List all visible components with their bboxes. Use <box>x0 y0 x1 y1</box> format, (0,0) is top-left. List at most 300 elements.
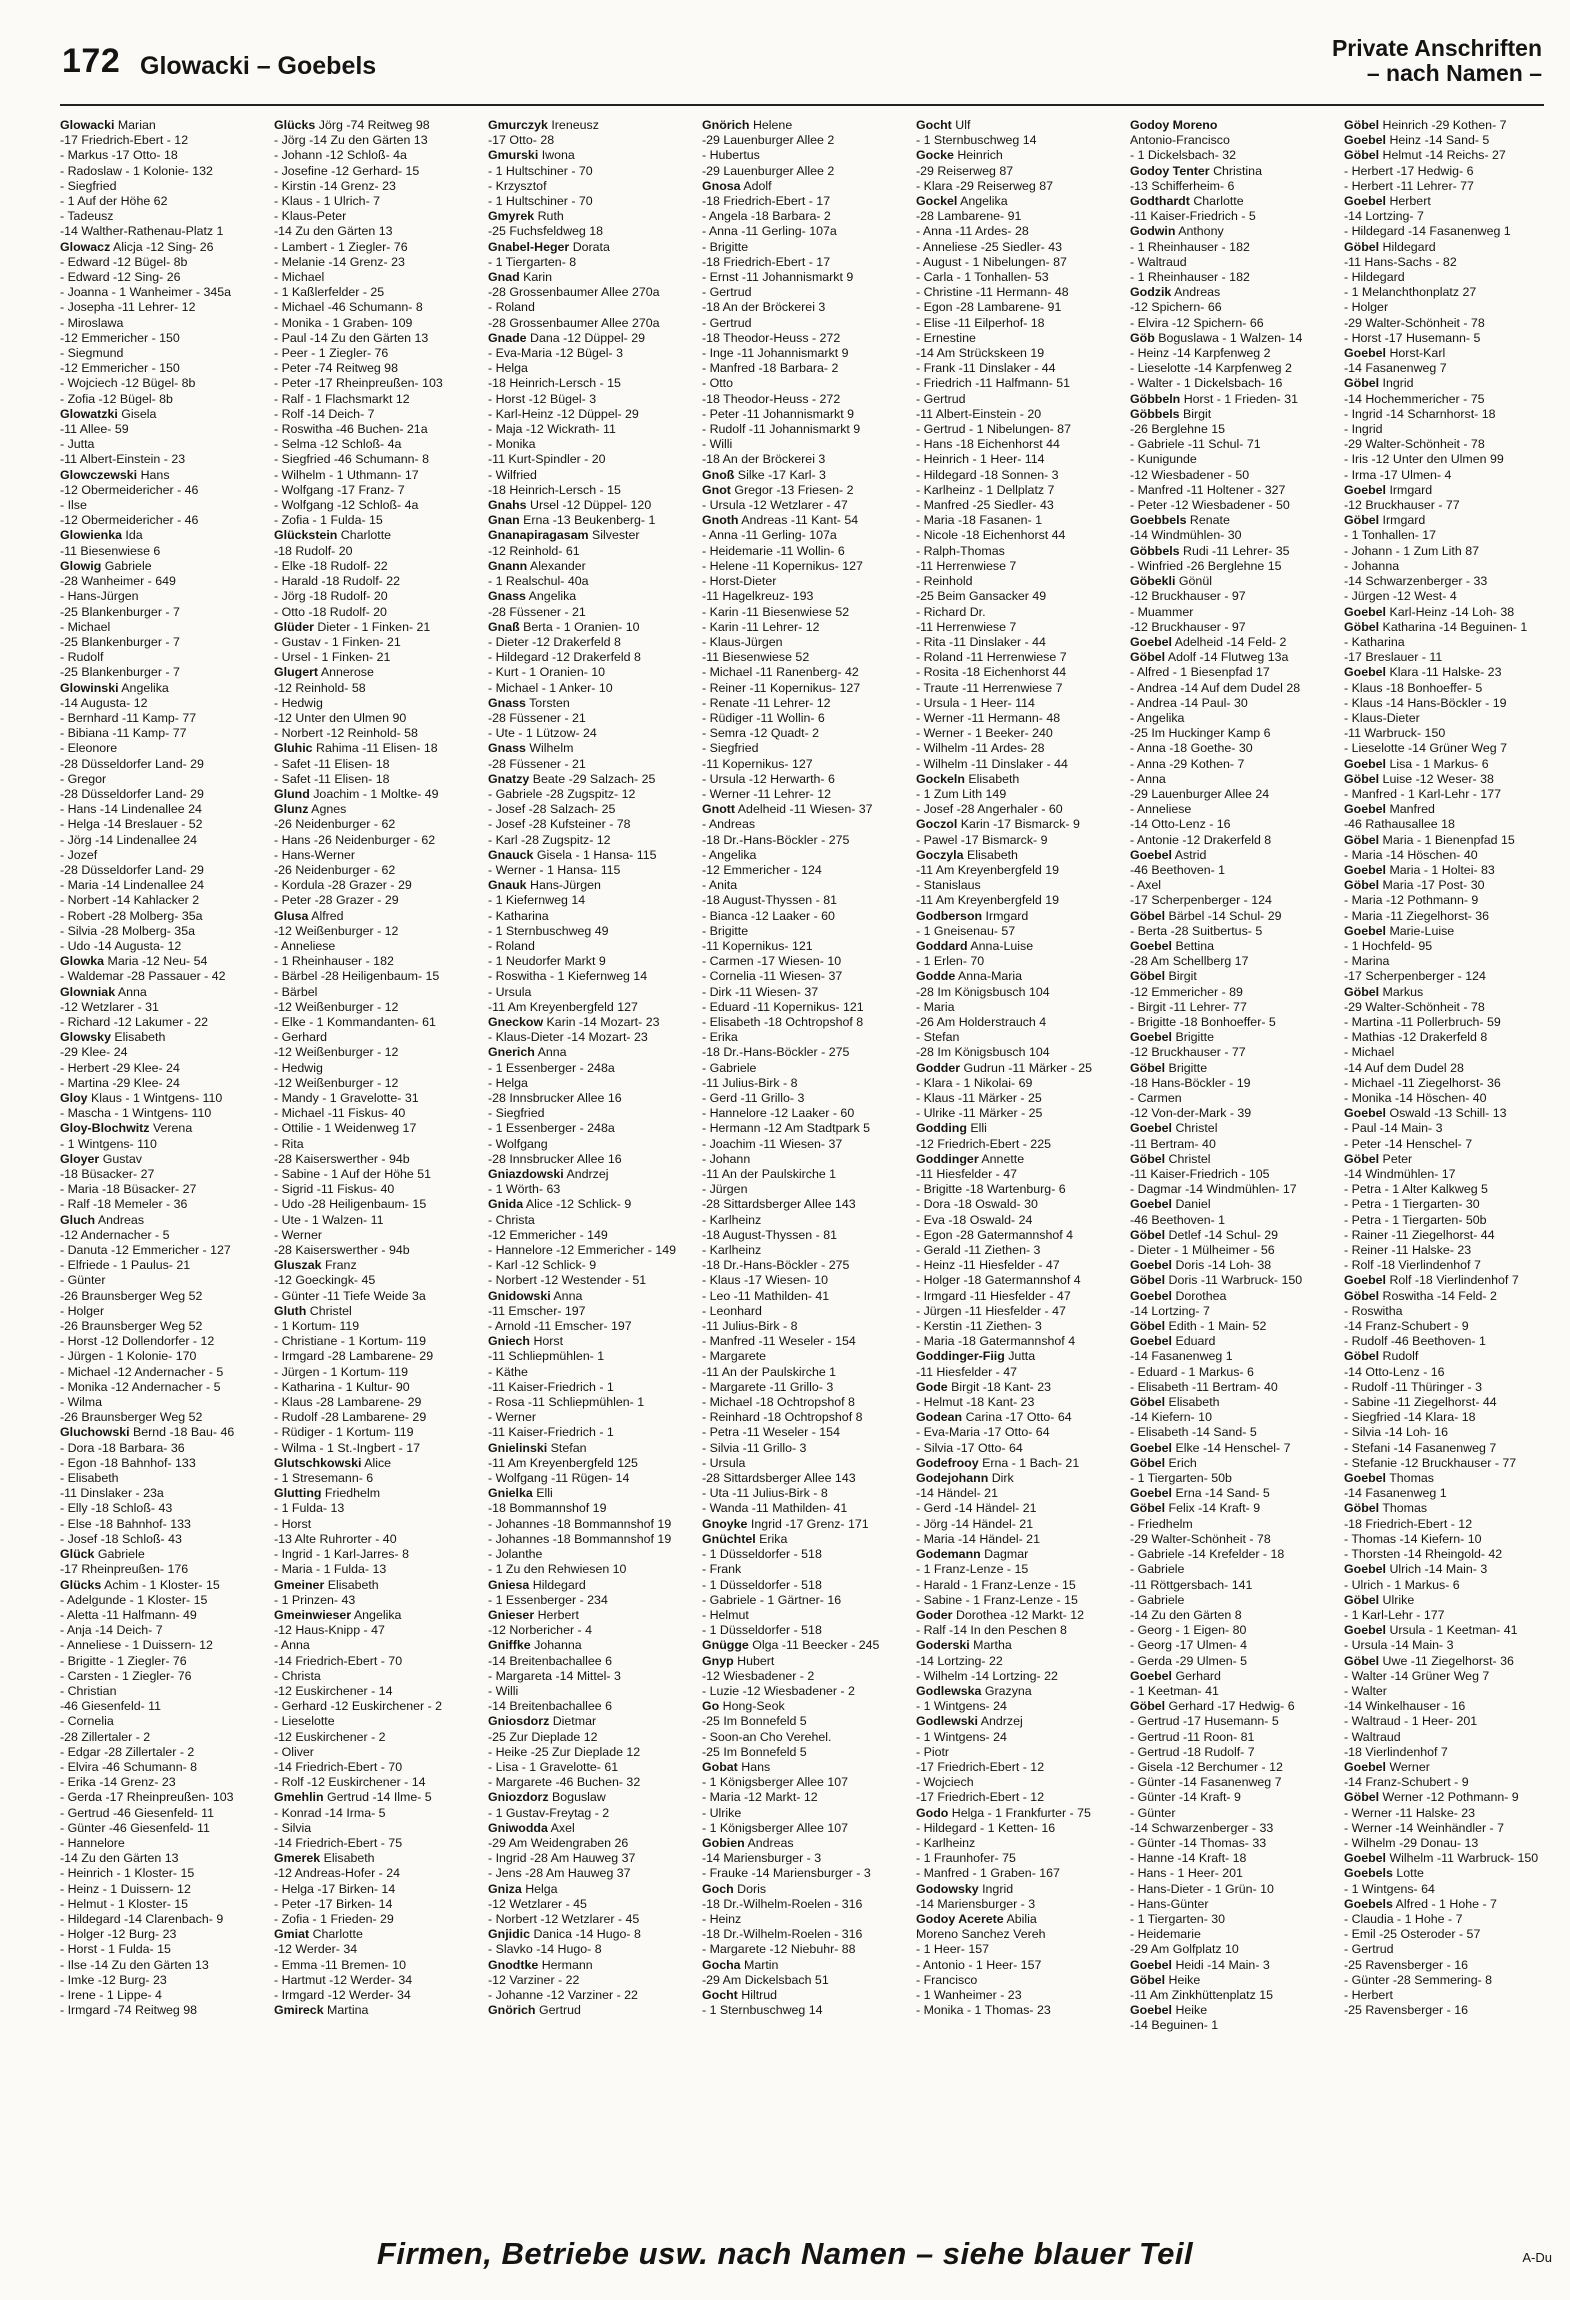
listing-line <box>916 1821 1116 1836</box>
listing-text: - Herbert -29 Klee- 24 <box>60 1060 180 1075</box>
listing-line <box>60 133 260 148</box>
listing-text: Marian <box>114 118 156 132</box>
listing-line <box>1130 255 1330 270</box>
listing-line <box>274 681 474 696</box>
listing-text: - Karlheinz <box>916 1835 976 1850</box>
surname: Goebel <box>1130 1258 1172 1273</box>
listing-text: - Michael -46 Schumann- 8 <box>274 300 423 315</box>
surname-entry <box>1130 544 1330 559</box>
listing-line <box>60 1699 260 1714</box>
listing-text: - 1 Hochfeld- 95 <box>1344 938 1433 953</box>
listing-text: - Georg -17 Ulmen- 4 <box>1130 1638 1248 1653</box>
listing-text: - Wilma <box>60 1395 102 1410</box>
listing-line <box>60 1775 260 1790</box>
surname-entry <box>702 1654 902 1669</box>
surname-entry <box>488 620 688 635</box>
listing-text: - Konrad -14 Irma- 5 <box>274 1805 386 1820</box>
listing-text: - Birgit -11 Lehrer- 77 <box>1130 999 1247 1014</box>
listing-line <box>702 1045 902 1060</box>
listing-line <box>702 1425 902 1440</box>
listing-text: - Irma -17 Ulmen- 4 <box>1344 467 1452 482</box>
listing-text: - Monika - 1 Thomas- 23 <box>916 2003 1051 2018</box>
listing-line <box>1130 1942 1330 1957</box>
listing-line <box>916 1319 1116 1334</box>
surname-entry <box>1130 650 1330 665</box>
surname-entry <box>1344 1273 1544 1288</box>
listing-line <box>60 1806 260 1821</box>
listing-text: -12 Friedrich-Ebert - 225 <box>916 1136 1051 1151</box>
listing-text: -18 Rudolf- 20 <box>274 543 353 558</box>
listing-line <box>916 1228 1116 1243</box>
listing-line <box>488 1547 688 1562</box>
listing-line <box>916 1669 1116 1684</box>
listing-text: Dietmar <box>549 1714 597 1729</box>
listing-line <box>1344 1669 1544 1684</box>
listing-line <box>1130 893 1330 908</box>
listing-line <box>1130 1897 1330 1912</box>
surname: Gnan <box>488 513 520 528</box>
listing-text: - 1 Sternbuschweg 14 <box>916 133 1037 148</box>
listing-text: -12 Bruckhauser - 97 <box>1130 589 1246 604</box>
listing-line <box>916 1578 1116 1593</box>
listing-text: - Rosa -11 Schliepmühlen- 1 <box>488 1395 645 1410</box>
listing-line <box>60 924 260 939</box>
listing-text: - Emma -11 Bremen- 10 <box>274 1957 406 1972</box>
listing-text: Annette <box>978 1151 1025 1166</box>
listing-text: -11 Kaiser-Friedrich - 1 <box>488 1425 614 1440</box>
listing-text: -14 Fasanenweg 1 <box>1130 1349 1233 1364</box>
listing-line <box>1130 1547 1330 1562</box>
surname-entry <box>60 1091 260 1106</box>
listing-line <box>702 133 902 148</box>
listing-line <box>1130 559 1330 574</box>
surname-entry <box>1130 1669 1330 1684</box>
listing-line <box>1130 270 1330 285</box>
listing-text: Agnes <box>308 802 347 817</box>
listing-line <box>274 1441 474 1456</box>
listing-line <box>1130 422 1330 437</box>
surname-entry <box>488 270 688 285</box>
listing-line <box>702 1319 902 1334</box>
listing-line <box>1344 1243 1544 1258</box>
listing-text: Abilia <box>1003 1911 1037 1926</box>
listing-text: Erna -13 Beukenberg- 1 <box>519 513 656 528</box>
surname: Godowsky <box>916 1881 979 1896</box>
listing-line <box>274 1076 474 1091</box>
listing-text: - Josepha -11 Lehrer- 12 <box>60 300 196 315</box>
listing-text: Birgit <box>1179 406 1212 421</box>
listing-text: - Imke -12 Burg- 23 <box>60 1972 167 1987</box>
listing-text: - Ursula <box>488 984 532 999</box>
surname: Göbel <box>1130 1319 1166 1334</box>
listing-line <box>60 1851 260 1866</box>
listing-line <box>702 164 902 179</box>
listing-text: - Rudolf -46 Beethoven- 1 <box>1344 1334 1486 1349</box>
listing-line <box>274 757 474 772</box>
listing-text: - Gerhard -12 Euskirchener - 2 <box>274 1699 443 1714</box>
listing-line <box>1130 620 1330 635</box>
listing-line <box>1344 1425 1544 1440</box>
listing-line <box>274 1836 474 1851</box>
listing-text: -28 Wanheimer - 649 <box>60 574 176 589</box>
listing-line <box>274 893 474 908</box>
surname-entry <box>916 148 1116 163</box>
listing-line <box>1344 1958 1544 1973</box>
listing-line <box>60 1441 260 1456</box>
listing-line <box>1344 1197 1544 1212</box>
listing-text: - Irmgard -28 Lambarene- 29 <box>274 1349 434 1364</box>
listing-text: - Ilse <box>60 498 87 513</box>
listing-line <box>702 954 902 969</box>
listing-line <box>488 802 688 817</box>
surname-entry <box>60 468 260 483</box>
listing-text: - Elisabeth <box>60 1471 119 1486</box>
listing-text: - Lieselotte -14 Karpfenweg 2 <box>1130 361 1292 376</box>
surname-entry <box>1344 376 1544 391</box>
listing-text: - Norbert -12 Westender - 51 <box>488 1273 647 1288</box>
listing-line <box>60 863 260 878</box>
surname: Glowatzki <box>60 406 118 421</box>
listing-line <box>916 878 1116 893</box>
listing-text: - 1 Tiergarten- 30 <box>1130 1911 1226 1926</box>
listing-line <box>916 1562 1116 1577</box>
listing-text: -11 Hagelkreuz- 193 <box>702 589 814 604</box>
listing-text: Eduard <box>1172 1334 1216 1349</box>
listing-line <box>1130 757 1330 772</box>
listing-line <box>60 1927 260 1942</box>
surname: Gnida <box>488 1197 524 1212</box>
listing-text: -18 Vierlindenhof 7 <box>1344 1744 1448 1759</box>
surname: Godzik <box>1130 285 1172 300</box>
listing-line <box>488 133 688 148</box>
listing-line <box>488 909 688 924</box>
listing-line <box>1130 1562 1330 1577</box>
listing-line <box>274 1699 474 1714</box>
listing-text: Gregor -13 Friesen- 2 <box>730 482 854 497</box>
listing-line <box>702 787 902 802</box>
listing-text: - Klara - 1 Nikolai- 69 <box>916 1075 1033 1090</box>
listing-line <box>274 1045 474 1060</box>
listing-line <box>1344 1076 1544 1091</box>
listing-text: -28 Innsbrucker Allee 16 <box>488 1091 622 1105</box>
surname-entry <box>488 878 688 893</box>
surname: Godberson <box>916 908 983 923</box>
surname: Godding <box>916 1121 967 1136</box>
surname-entry <box>488 1167 688 1182</box>
listing-line <box>1130 605 1330 620</box>
listing-line <box>702 1927 902 1942</box>
listing-text: - Anna -29 Kothen- 7 <box>1130 756 1245 771</box>
listing-text: Gabriele <box>101 558 152 573</box>
surname-entry <box>916 1638 1116 1653</box>
listing-text: -14 Auf dem Dudel 28 <box>1344 1060 1464 1075</box>
listing-line <box>702 1456 902 1471</box>
listing-text: -14 Friedrich-Ebert - 70 <box>274 1653 403 1668</box>
listing-text: Erna -14 Sand- 5 <box>1172 1486 1270 1501</box>
surname-entry <box>1344 194 1544 209</box>
listing-text: - Werner -14 Weinhändler - 7 <box>1344 1820 1505 1835</box>
listing-line <box>274 1623 474 1638</box>
listing-text: - Elisabeth -11 Bertram- 40 <box>1130 1379 1278 1394</box>
listing-text: - Josefine -12 Gerhard- 15 <box>274 163 420 178</box>
listing-line <box>274 1061 474 1076</box>
surname: Gnauk <box>488 878 527 893</box>
listing-line <box>274 1030 474 1045</box>
listing-line <box>60 316 260 331</box>
listing-text: - Brigitte - 1 Ziegler- 76 <box>60 1653 187 1668</box>
listing-line <box>274 1365 474 1380</box>
listing-text: - Bibiana -11 Kamp- 77 <box>60 726 187 741</box>
listing-text: - Andreas <box>702 817 756 832</box>
listing-text: Ruth <box>534 209 564 224</box>
directory-columns <box>60 118 1544 2198</box>
listing-line <box>916 1973 1116 1988</box>
listing-line <box>1130 209 1330 224</box>
listing-line <box>916 528 1116 543</box>
listing-line <box>702 407 902 422</box>
listing-text: - Maria - 1 Fulda- 13 <box>274 1562 387 1577</box>
listing-text: - Kerstin -11 Ziethen- 3 <box>916 1319 1042 1334</box>
listing-text: - Gertrud - 1 Nibelungen- 87 <box>916 422 1071 437</box>
listing-line <box>702 1973 902 1988</box>
surname: Göbel <box>1130 1395 1166 1410</box>
listing-line <box>1130 1425 1330 1440</box>
listing-text: - Michael <box>1344 1045 1395 1060</box>
listing-line <box>274 1517 474 1532</box>
listing-text: - Semra -12 Quadt- 2 <box>702 726 820 741</box>
listing-line <box>702 924 902 939</box>
surname: Glück <box>60 1547 95 1562</box>
listing-line <box>1130 985 1330 1000</box>
listing-text: - Michael -11 Ziegelhorst- 36 <box>1344 1075 1501 1090</box>
listing-text: - Maria -18 Büsacker- 27 <box>60 1182 197 1197</box>
listing-text: Christel <box>306 1303 352 1318</box>
listing-line <box>60 635 260 650</box>
listing-line <box>274 468 474 483</box>
surname-entry <box>916 909 1116 924</box>
listing-line <box>488 726 688 741</box>
listing-text: - Karin -11 Lehrer- 12 <box>702 619 820 634</box>
surname-entry <box>60 118 260 133</box>
listing-text: - Wilhelm -14 Lortzing- 22 <box>916 1668 1058 1683</box>
listing-line <box>488 954 688 969</box>
listing-text: - Heinrich - 1 Kloster- 15 <box>60 1866 195 1881</box>
listing-line <box>1130 741 1330 756</box>
listing-line <box>1344 1942 1544 1957</box>
surname-entry <box>274 1790 474 1805</box>
surname-entry <box>488 848 688 863</box>
listing-line <box>1130 1882 1330 1897</box>
listing-text: -11 Am Zinkhüttenplatz 15 <box>1130 1987 1274 2002</box>
listing-line <box>916 1030 1116 1045</box>
listing-line <box>488 422 688 437</box>
listing-text: Anthony <box>1175 224 1224 239</box>
listing-text: Heidi -14 Main- 3 <box>1172 1957 1270 1972</box>
listing-line <box>916 544 1116 559</box>
listing-line <box>60 620 260 635</box>
listing-text: -14 Windmühlen- 30 <box>1130 528 1242 543</box>
listing-line <box>488 1395 688 1410</box>
listing-text: - Gerd -11 Grillo- 3 <box>702 1091 805 1105</box>
listing-line <box>916 650 1116 665</box>
listing-line <box>488 468 688 483</box>
listing-line <box>702 1775 902 1790</box>
listing-text: - Irmgard -74 Reitweg 98 <box>60 2003 198 2018</box>
surname: Goebel <box>1130 1668 1172 1683</box>
listing-text: -28 Zillertaler - 2 <box>60 1729 151 1744</box>
listing-text: Markus <box>1379 984 1424 999</box>
surname-entry <box>60 407 260 422</box>
surname: Göbel <box>1344 1349 1380 1364</box>
listing-text: - Kordula -28 Grazer - 29 <box>274 878 412 893</box>
listing-text: Heinrich -29 Kothen- 7 <box>1379 118 1507 132</box>
surname-entry <box>488 1608 688 1623</box>
listing-line <box>1344 1167 1544 1182</box>
listing-line <box>1344 1395 1544 1410</box>
listing-line <box>488 437 688 452</box>
listing-text: - Manfred -11 Weseler - 154 <box>702 1334 856 1349</box>
surname-entry <box>916 1410 1116 1425</box>
listing-line <box>916 1106 1116 1121</box>
listing-text: - Wojciech -12 Bügel- 8b <box>60 376 196 391</box>
listing-line <box>702 681 902 696</box>
listing-line <box>916 1486 1116 1501</box>
listing-text: - Leonhard <box>702 1303 762 1318</box>
listing-line <box>274 1273 474 1288</box>
listing-line <box>60 285 260 300</box>
listing-line <box>916 833 1116 848</box>
listing-text: Charlotte <box>337 528 392 543</box>
listing-text: - Manfred - 1 Graben- 167 <box>916 1866 1060 1881</box>
listing-line <box>488 711 688 726</box>
listing-line <box>60 650 260 665</box>
listing-text: Ulrike <box>1379 1592 1415 1607</box>
listing-line <box>916 316 1116 331</box>
listing-line <box>1344 635 1544 650</box>
listing-text: - Christian <box>60 1683 117 1698</box>
surname-entry <box>274 1927 474 1942</box>
surname: Godwin <box>1130 224 1176 239</box>
surname: Gluszak <box>274 1258 322 1273</box>
listing-text: - Ralph-Thomas <box>916 543 1005 558</box>
listing-line <box>702 1608 902 1623</box>
listing-text: - Nicole -18 Eichenhorst 44 <box>916 528 1066 543</box>
listing-text: - Sigrid -11 Fiskus- 40 <box>274 1182 395 1197</box>
surname-entry <box>488 528 688 543</box>
listing-text: - Norbert -12 Reinhold- 58 <box>274 726 418 741</box>
surname-entry <box>702 483 902 498</box>
listing-text: Horst <box>530 1334 564 1349</box>
surname-entry <box>702 468 902 483</box>
listing-text: - Ursula <box>702 1455 746 1470</box>
listing-text: Karin <box>519 270 553 285</box>
listing-text: - Rudolf -11 Thüringer - 3 <box>1344 1379 1482 1394</box>
listing-line <box>274 1182 474 1197</box>
listing-text: Martin <box>740 1957 779 1972</box>
listing-line <box>274 1395 474 1410</box>
listing-line <box>702 1000 902 1015</box>
listing-line <box>274 255 474 270</box>
listing-text: - Silvia -28 Molberg- 35a <box>60 923 195 938</box>
listing-text: Adolf <box>740 178 772 193</box>
listing-text: - Gabriele <box>1130 1562 1185 1577</box>
listing-text: -13 Schifferheim- 6 <box>1130 178 1235 193</box>
listing-text: Moreno Sanchez Vereh <box>916 1927 1046 1942</box>
listing-line <box>488 924 688 939</box>
listing-text: Irmgard <box>1386 482 1433 497</box>
surname-entry <box>60 559 260 574</box>
listing-line <box>488 1669 688 1684</box>
listing-text: - 1 Tiergarten- 8 <box>488 254 577 269</box>
listing-line <box>60 1821 260 1836</box>
listing-text: Erika <box>755 1531 788 1546</box>
surname: Goebel <box>1130 634 1172 649</box>
listing-text: - Oliver <box>274 1744 314 1759</box>
listing-text: - Elisabeth -18 Ochtropshof 8 <box>702 1014 864 1029</box>
listing-line <box>274 1988 474 2003</box>
listing-line <box>1130 1106 1330 1121</box>
surname: Göbel <box>1344 984 1380 999</box>
listing-text: - Gertrud -46 Giesenfeld- 11 <box>60 1805 215 1820</box>
listing-line <box>60 1000 260 1015</box>
listing-text: Maria - 1 Holtei- 83 <box>1386 862 1495 877</box>
surname-entry <box>1344 802 1544 817</box>
listing-line <box>488 969 688 984</box>
listing-text: - Erika -14 Grenz- 23 <box>60 1775 176 1790</box>
listing-text: - Angelika <box>702 847 757 862</box>
surname-entry <box>916 939 1116 954</box>
listing-text: - Harald -18 Rudolf- 22 <box>274 574 401 589</box>
surname-entry <box>274 1578 474 1593</box>
surname-entry <box>60 1213 260 1228</box>
surname-entry <box>1130 909 1330 924</box>
listing-line <box>1130 833 1330 848</box>
listing-text: -29 Am Dickelsbach 51 <box>702 1972 829 1987</box>
listing-text: - 1 Auf der Höhe 62 <box>60 194 168 209</box>
listing-text: - 1 Kaßlerfelder - 25 <box>274 285 385 300</box>
listing-text: - Dora -18 Barbara- 36 <box>60 1440 185 1455</box>
listing-text: Hans-Jürgen <box>526 878 601 893</box>
surname: Goebel <box>1344 1562 1386 1577</box>
surname-entry <box>274 1486 474 1501</box>
listing-line <box>60 711 260 726</box>
listing-line <box>1130 1654 1330 1669</box>
listing-line <box>1130 589 1330 604</box>
listing-text: Andreas <box>95 1212 145 1227</box>
listing-text: - Brigitte <box>702 239 749 254</box>
listing-line <box>488 392 688 407</box>
listing-text: - Melanie -14 Grenz- 23 <box>274 254 405 269</box>
surname-entry <box>488 148 688 163</box>
listing-text: - Zofia -12 Bügel- 8b <box>60 391 173 406</box>
listing-text: - Rolf -18 Vierlindenhof 7 <box>1344 1258 1481 1273</box>
listing-text: -11 Biesenwiese 52 <box>702 650 810 665</box>
listing-text: - Jürgen - 1 Kolonie- 170 <box>60 1349 197 1364</box>
surname-entry <box>1130 1121 1330 1136</box>
listing-line <box>1344 270 1544 285</box>
listing-line <box>1130 1714 1330 1729</box>
surname: Gnjidic <box>488 1927 530 1942</box>
listing-text: - 1 Wintgens- 64 <box>1344 1881 1435 1896</box>
listing-text: - Gerhard <box>274 1030 328 1045</box>
listing-text: - Georg - 1 Eigen- 80 <box>1130 1623 1247 1638</box>
listing-text: Marie-Luise <box>1386 923 1455 938</box>
listing-line <box>702 1228 902 1243</box>
listing-text: - Hedwig <box>274 695 323 710</box>
listing-text: - Peer - 1 Ziegler- 76 <box>274 346 389 361</box>
listing-text: Ingrid <box>1379 376 1414 391</box>
listing-text: -14 Augusta- 12 <box>60 695 148 710</box>
